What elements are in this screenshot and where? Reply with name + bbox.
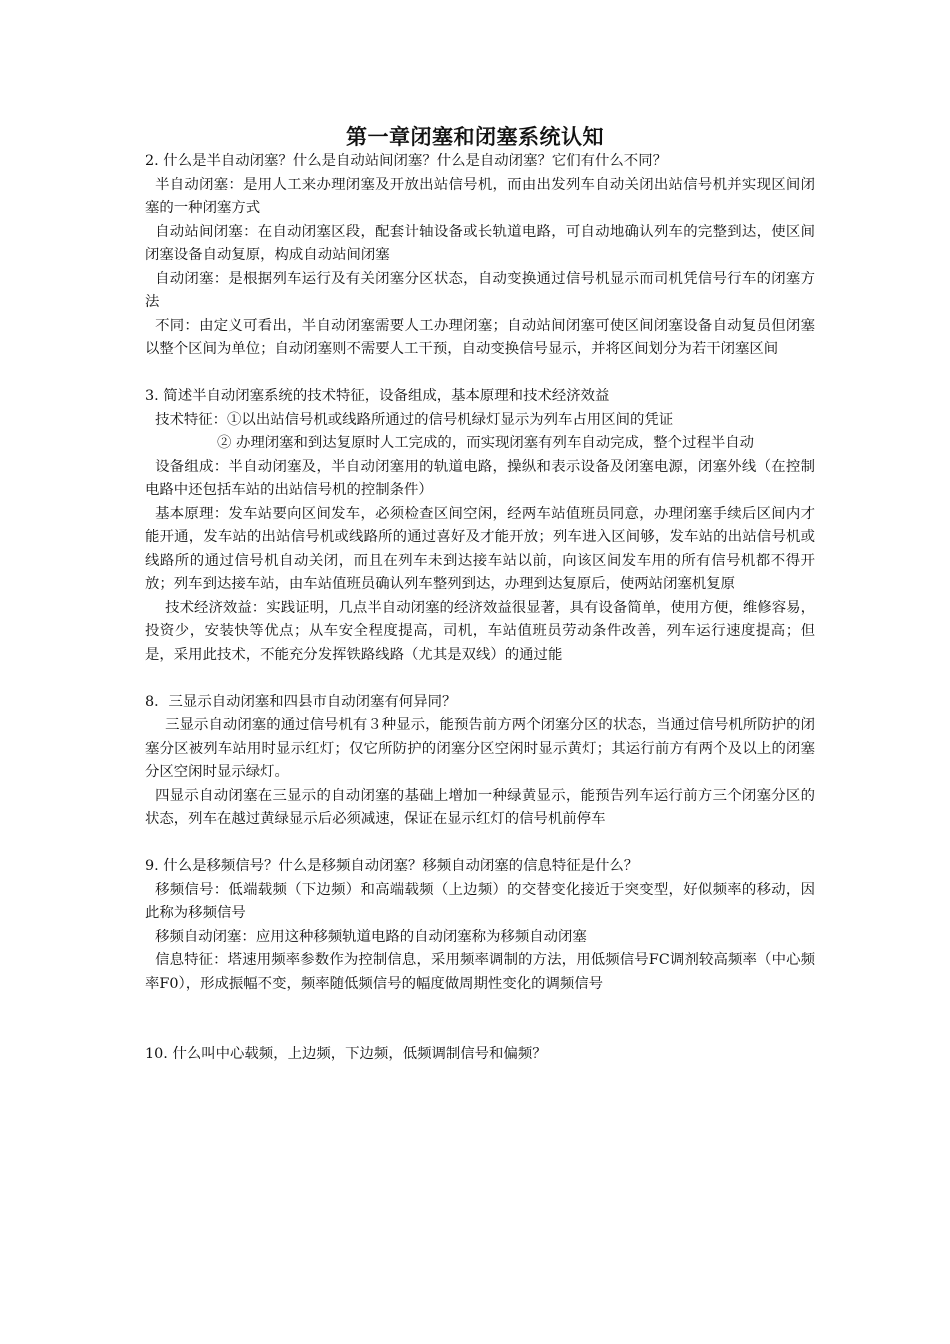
answer-economic-benefit: 技术经济效益：实践证明，几点半自动闭塞的经济效益很显著，具有设备简单，使用方便，维修容易，投资少，安装快等优点；从车安全程度提高，司机，车站值班员劳动条件改善，列车运行速度提高；但是，采用此技术，不能充分发挥铁路线路（尤其是双线）的通过能 — [145, 599, 815, 663]
answer-fsk-auto-block: 移频自动闭塞：应用这种移频轨道电路的自动闭塞称为移频自动闭塞 — [155, 928, 587, 945]
answer-principle: 基本原理：发车站要向区间发车，必须检查区间空闲，经两车站值班员同意，办理闭塞手续后区间内才能开通，发车站的出站信号机或线路所的通过喜好及才能开放；列车进入区间够，发车站的出站信号机或线路所的通过信号机自动关闭，而且在列车未到达接车站以前，向该区间发车用的所有信号机都不得开放；列车到达接车站，由车站值班员确认列车整列到达，办理到达复原后，使两站闭塞机复原 — [145, 505, 815, 592]
spacer — [145, 996, 815, 1043]
answer-four-aspect: 四显示自动闭塞在三显示的自动闭塞的基础上增加一种绿黄显示，能预告列车运行前方三个闭塞分区的状态，列车在越过黄绿显示后必须减速，保证在显示红灯的信号机前停车 — [145, 787, 815, 827]
answer-fsk-signal: 移频信号：低端载频（下边频）和高端载频（上边频）的交替变化接近于突变型，好似频率的移动，因此称为移频信号 — [145, 881, 815, 921]
answer-semi-auto-block: 半自动闭塞：是用人工来办理闭塞及开放出站信号机，而由出发列车自动关闭出站信号机并实现区间闭塞的一种闭塞方式 — [145, 176, 815, 216]
answer-tech-features-2: ② 办理闭塞和到达复原时人工完成的，而实现闭塞有列车自动完成，整个过程半自动 — [217, 435, 755, 451]
question-10: 10. 什么叫中心载频，上边频，下边频，低频调制信号和偏频？ — [145, 1046, 547, 1062]
question-2: 2. 什么是半自动闭塞？什么是自动站间闭塞？什么是自动闭塞？它们有什么不同？ — [145, 153, 667, 169]
answer-auto-station-block: 自动站间闭塞：在自动闭塞区段，配套计轴设备或长轨道电路，可自动地确认列车的完整到达，使区间闭塞设备自动复原，构成自动站间闭塞 — [145, 223, 815, 263]
question-3: 3. 简述半自动闭塞系统的技术特征，设备组成，基本原理和技术经济效益 — [145, 388, 610, 404]
chapter-title: 第一章闭塞和闭塞系统认知 — [346, 125, 604, 149]
answer-info-features: 信息特征：塔速用频率参数作为控制信息，采用频率调制的方法，用低频信号FC调剂较高频率（中心频率F0），形成振幅不变，频率随低频信号的幅度做周期性变化的调频信号 — [145, 952, 815, 992]
question-9: 9. 什么是移频信号？什么是移频自动闭塞？移频自动闭塞的信息特征是什么？ — [145, 858, 639, 874]
spacer — [145, 667, 815, 691]
answer-tech-features-1: 技术特征：①以出站信号机或线路所通过的信号机绿灯显示为列车占用区间的凭证 — [155, 411, 674, 428]
spacer — [145, 362, 815, 386]
spacer — [145, 832, 815, 856]
answer-equipment: 设备组成：半自动闭塞及，半自动闭塞用的轨道电路，操纵和表示设备及闭塞电源，闭塞外线（在控制电路中还包括车站的出站信号机的控制条件） — [145, 458, 815, 498]
answer-differences: 不同：由定义可看出，半自动闭塞需要人工办理闭塞；自动站间闭塞可使区间闭塞设备自动复员但闭塞以整个区间为单位；自动闭塞则不需要人工干预，自动变换信号显示，并将区间划分为若干闭塞区间 — [145, 317, 815, 357]
answer-auto-block: 自动闭塞：是根据列车运行及有关闭塞分区状态，自动变换通过信号机显示而司机凭信号行车的闭塞方法 — [145, 270, 815, 310]
question-8: 8．三显示自动闭塞和四县市自动闭塞有何异同？ — [145, 693, 457, 710]
answer-three-aspect: 三显示自动闭塞的通过信号机有３种显示，能预告前方两个闭塞分区的状态，当通过信号机所防护的闭塞分区被列车站用时显示红灯；仅它所防护的闭塞分区空闲时显示黄灯；其运行前方有两个及以上的闭塞分区空闲时显示绿灯。 — [145, 717, 815, 780]
document-body — [145, 150, 815, 1067]
